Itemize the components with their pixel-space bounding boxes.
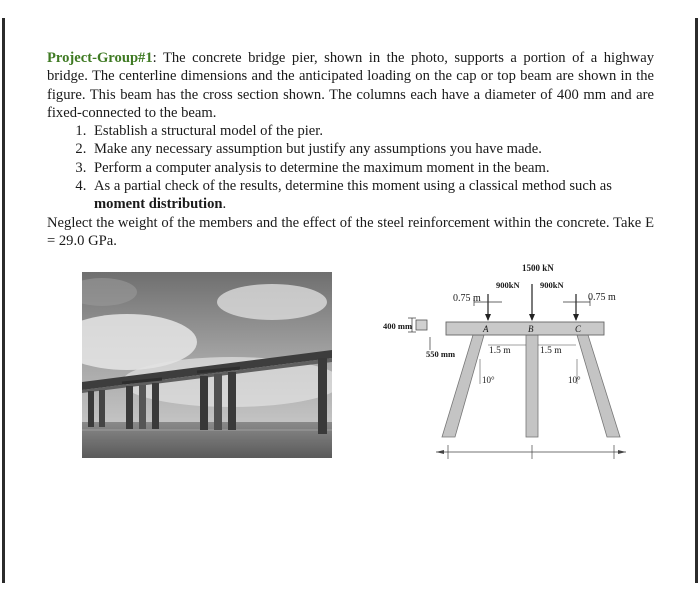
task-item-3: 3. Perform a computer analysis to determine the maximum moment in the beam.	[90, 159, 654, 177]
problem-closing: Neglect the weight of the members and the effect of the steel reinforcement within the concrete. Take E = 29.0 GPa.	[47, 214, 654, 249]
left-border-line	[2, 18, 5, 583]
load-center-label: 1500 kN	[522, 263, 554, 273]
task-4-end: .	[222, 196, 227, 213]
span-right-label: 1.5 m	[540, 346, 562, 356]
section-depth-label: 550 mm	[426, 349, 456, 359]
right-border-line	[695, 18, 698, 583]
project-label-separator: :	[152, 50, 157, 66]
problem-intro-text: The concrete bridge pier, shown in the photo, supports a portion of a highway bridge. The centerline dimensions and the anticipated loading on the cap or top beam are shown in the figure. This beam has the cross section shown. The columns each have a diameter of 400 mm and are fixed-connected to the beam.	[47, 50, 654, 121]
right-offset-label: 0.75 m	[588, 292, 616, 303]
joint-a-label: A	[483, 324, 489, 334]
problem-text	[47, 49, 654, 250]
joint-b-label: B	[528, 324, 534, 334]
span-left-label: 1.5 m	[489, 346, 511, 356]
task-item-1: 1. Establish a structural model of the pier.	[90, 122, 654, 140]
angle-right-label: 10°	[568, 375, 581, 385]
bridge-photo	[82, 272, 332, 458]
project-label: Project-Group#1	[47, 50, 153, 66]
task-4-text: As a partial check of the results, determine this moment using a classical method such as	[94, 178, 612, 195]
problem-intro	[47, 49, 654, 122]
pier-diagram	[370, 262, 650, 467]
right-column	[577, 335, 620, 437]
left-offset-label: 0.75 m	[453, 293, 481, 304]
middle-column	[526, 335, 538, 437]
task-list	[47, 122, 654, 213]
joint-c-label: C	[575, 324, 582, 334]
section-width-label: 400 mm	[383, 321, 413, 331]
task-item-4	[90, 177, 654, 214]
load-right-label: 900kN	[540, 280, 564, 290]
task-item-2: 2. Make any necessary assumption but justify any assumptions you have made.	[90, 140, 654, 158]
angle-left-label: 10°	[482, 375, 495, 385]
cross-section-icon	[416, 320, 427, 330]
task-4-bold: moment distribution	[94, 196, 223, 213]
load-left-label: 900kN	[496, 280, 520, 290]
